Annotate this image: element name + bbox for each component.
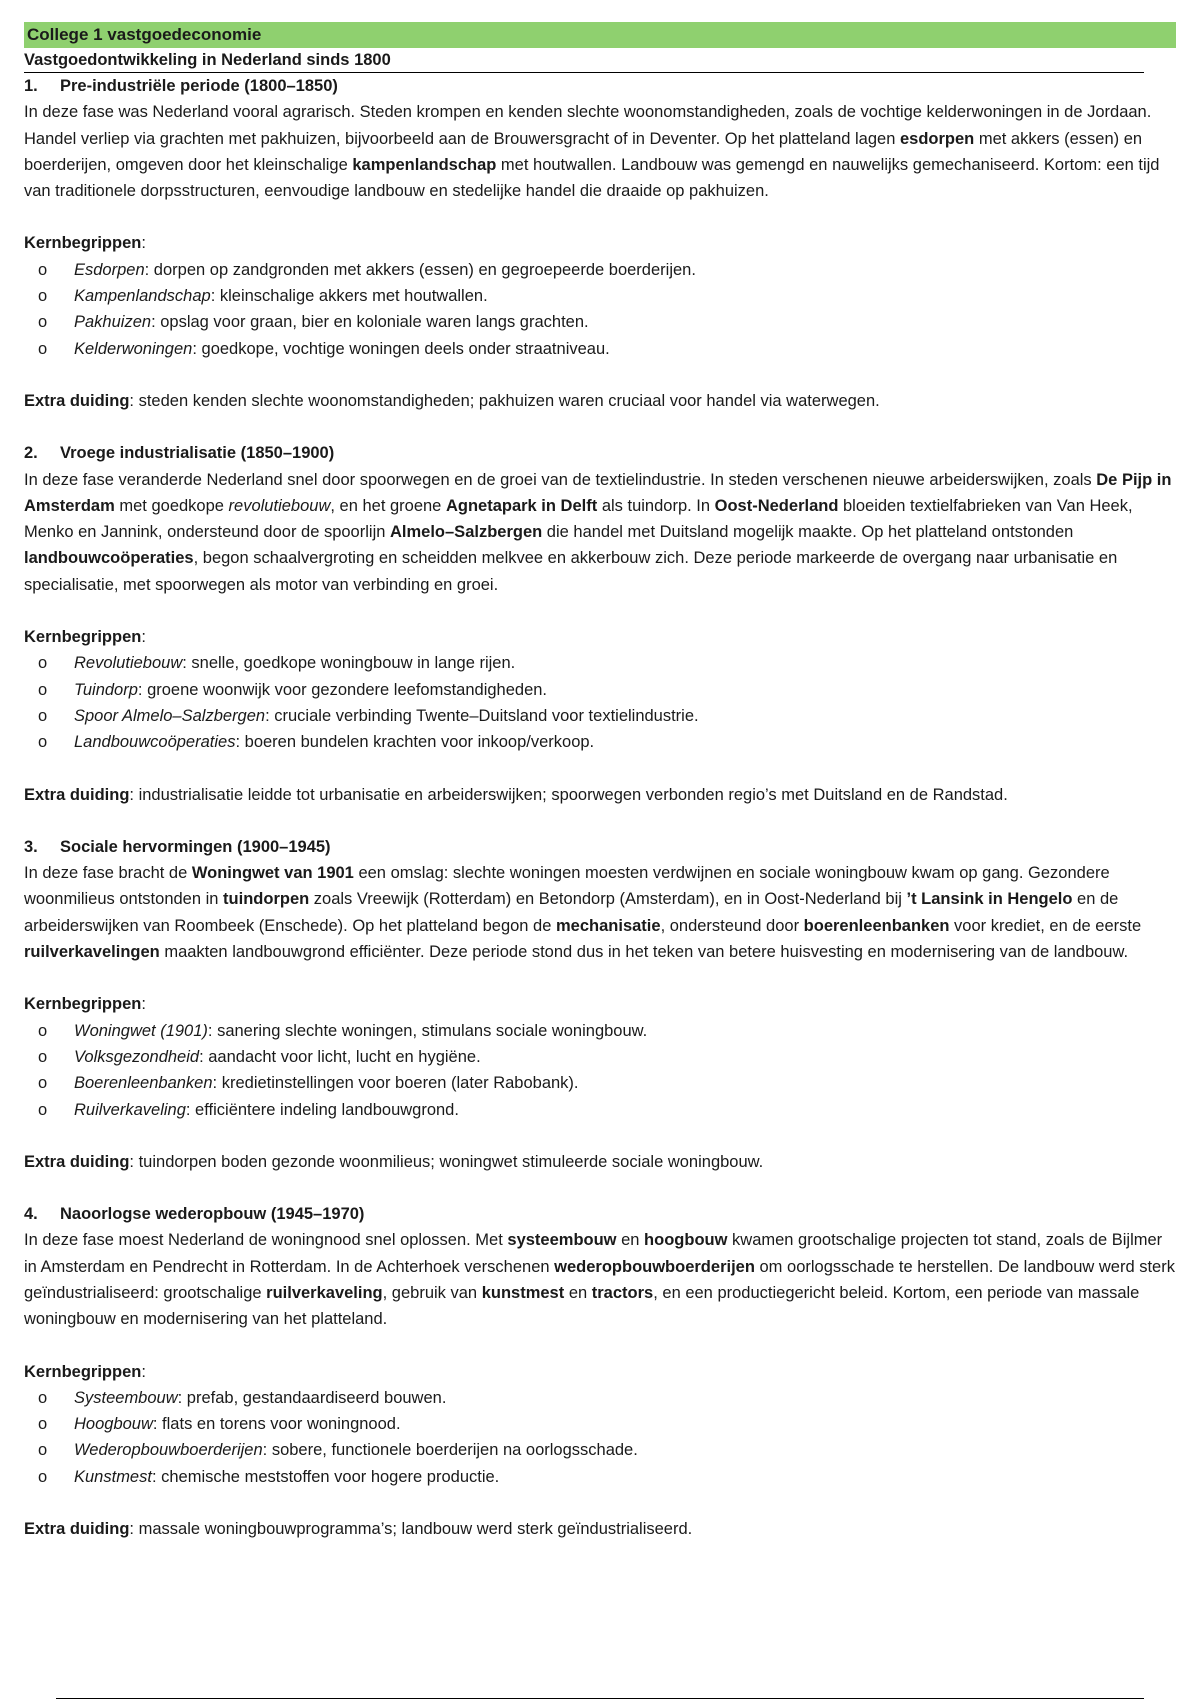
- text-run: bloeiden textielfabrieken van Van Heek, Menko en Jannink, ondersteund door de spoorlijn: [24, 496, 1133, 542]
- definition: : flats en torens voor woningnood.: [152, 1415, 401, 1434]
- extra-duiding-label: Extra duiding: [24, 1152, 130, 1171]
- text-run: met houtwallen. Landbouw was gemengd en nauwelijks gemechaniseerd. Kortom: een tijd van traditionele dorpsstructuren, eenvoudige landbouw en stedelijke handel die draaide op pakhuizen.: [24, 155, 1160, 201]
- extra-duiding: [24, 1516, 1176, 1542]
- term: Woningwet (1901): [74, 1021, 208, 1040]
- extra-duiding: [24, 388, 1176, 414]
- term: Wederopbouwboerderijen: [74, 1441, 263, 1460]
- bullet-icon: o: [38, 1467, 48, 1486]
- definition: : efficiëntere indeling landbouwgrond.: [185, 1100, 459, 1119]
- section-number: 3.: [24, 837, 38, 856]
- definition: : dorpen op zandgronden met akkers (essen) en gegroepeerde boerderijen.: [144, 260, 696, 279]
- bold-term: ’t Lansink in Hengelo: [906, 890, 1073, 909]
- extra-duiding-label: Extra duiding: [24, 391, 130, 410]
- list-item: [24, 1097, 1176, 1123]
- text-run: die handel met Duitsland mogelijk maakte. Op het platteland ontstonden: [542, 523, 1074, 542]
- kernbegrippen-list: [24, 1385, 1176, 1490]
- term: Ruilverkaveling: [74, 1100, 186, 1119]
- bold-term: boerenleenbanken: [803, 916, 950, 935]
- term: Tuindorp: [74, 680, 138, 699]
- section-heading: [24, 1201, 1176, 1227]
- bold-term: Almelo–Salzbergen: [390, 523, 543, 542]
- list-item: [24, 703, 1176, 729]
- list-item: [24, 283, 1176, 309]
- kernbegrippen-heading: Kernbegrippen:: [24, 1362, 146, 1381]
- section-heading: [24, 834, 1176, 860]
- bullet-icon: o: [38, 1415, 48, 1434]
- term: Landbouwcoöperaties: [74, 733, 236, 752]
- text-run: In deze fase veranderde Nederland snel door spoorwegen en de groei van de textielindustrie. In steden verschenen nieuwe arbeiderswijken, zoals: [24, 470, 1097, 489]
- kernbegrippen-label: Kernbegrippen: [24, 234, 142, 253]
- section-number: 4.: [24, 1205, 38, 1224]
- list-item: [24, 257, 1176, 283]
- text-run: kwamen grootschalige projecten tot stand, zoals de Bijlmer in Amsterdam en Pendrecht in Rotterdam. In de Achterhoek verschenen: [24, 1231, 1163, 1276]
- list-item: [24, 677, 1176, 703]
- italic-term: revolutiebouw: [228, 496, 331, 515]
- bold-term: landbouwcoöperaties: [24, 549, 194, 568]
- bold-term: mechanisatie: [556, 916, 661, 935]
- bullet-icon: o: [38, 1021, 48, 1040]
- bold-term: tractors: [591, 1283, 654, 1302]
- term: Hoogbouw: [74, 1415, 153, 1434]
- bullet-icon: o: [38, 733, 48, 752]
- section-heading: [24, 440, 1176, 466]
- text-run: In deze fase bracht de: [24, 864, 192, 883]
- text-run: zoals Vreewijk (Rotterdam) en Betondorp (Amsterdam), en in Oost-Nederland bij: [309, 890, 907, 909]
- footer-rule: [56, 1698, 1144, 1699]
- sections-container: [24, 73, 1176, 1542]
- bullet-icon: o: [38, 1047, 48, 1066]
- list-item: [24, 336, 1176, 362]
- term: Systeembouw: [74, 1388, 178, 1407]
- text-run: , ondersteund door: [660, 916, 804, 935]
- extra-duiding-text: : tuindorpen boden gezonde woonmilieus; woningwet stimuleerde sociale woningbouw.: [129, 1152, 764, 1171]
- text-run: maakten landbouwgrond efficiënter. Deze periode stond dus in het teken van betere huisvesting en modernisering van de landbouw.: [159, 943, 1129, 962]
- section-intro-paragraph: [24, 99, 1176, 204]
- bold-term: hoogbouw: [644, 1231, 728, 1250]
- text-run: met goedkope: [114, 496, 229, 515]
- kernbegrippen-heading: Kernbegrippen:: [24, 995, 146, 1014]
- text-run: om oorlogsschade te herstellen. De landbouw werd sterk geïndustrialiseerd: grootschalige: [24, 1257, 1175, 1302]
- text-run: In deze fase moest Nederland de woningnood snel oplossen. Met: [24, 1231, 508, 1250]
- document-subtitle: Vastgoedontwikkeling in Nederland sinds 1800: [24, 48, 1144, 73]
- text-run: als tuindorp. In: [597, 496, 715, 515]
- kernbegrippen-label: Kernbegrippen: [24, 1362, 142, 1381]
- extra-duiding: [24, 782, 1176, 808]
- list-item: [24, 1385, 1176, 1411]
- bullet-icon: o: [38, 313, 48, 332]
- term: Boerenleenbanken: [74, 1074, 213, 1093]
- bold-term: kampenlandschap: [352, 155, 497, 174]
- kernbegrippen-list: [24, 1018, 1176, 1123]
- bold-term: Oost-Nederland: [714, 496, 839, 515]
- section-title: Sociale hervormingen (1900–1945): [60, 837, 331, 856]
- document-title: College 1 vastgoedeconomie: [24, 22, 1176, 48]
- definition: : kredietinstellingen voor boeren (later Rabobank).: [212, 1074, 579, 1093]
- extra-duiding-label: Extra duiding: [24, 1520, 130, 1539]
- bullet-icon: o: [38, 287, 48, 306]
- definition: : kleinschalige akkers met houtwallen.: [210, 287, 488, 306]
- bullet-icon: o: [38, 654, 48, 673]
- term: Esdorpen: [74, 260, 145, 279]
- text-run: met akkers (essen) en boerderijen, omgeven door het kleinschalige: [24, 129, 1143, 174]
- text-run: , en een productiegericht beleid. Kortom, een periode van massale woningbouw en modernisering van het platteland.: [24, 1283, 1140, 1329]
- definition: : sanering slechte woningen, stimulans sociale woningbouw.: [207, 1021, 648, 1040]
- kernbegrippen-list: [24, 650, 1176, 755]
- extra-duiding-text: : industrialisatie leidde tot urbanisatie en arbeiderswijken; spoorwegen verbonden regio’s met Duitsland en de Randstad.: [129, 785, 1008, 804]
- section-intro-paragraph: [24, 467, 1176, 598]
- list-item: [24, 1070, 1176, 1096]
- list-item: [24, 650, 1176, 676]
- text-run: , gebruik van: [382, 1283, 482, 1302]
- term: Kunstmest: [74, 1467, 152, 1486]
- extra-duiding-label: Extra duiding: [24, 785, 130, 804]
- bold-term: tuindorpen: [223, 890, 310, 909]
- term: Kampenlandschap: [74, 287, 211, 306]
- definition: : goedkope, vochtige woningen deels onder straatniveau.: [192, 339, 610, 358]
- definition: : sobere, functionele boerderijen na oorlogsschade.: [262, 1441, 638, 1460]
- bullet-icon: o: [38, 680, 48, 699]
- text-run: een omslag: slechte woningen moesten verdwijnen en sociale woningbouw kwam op gang. Gezondere woonmilieus ontstonden in: [24, 864, 1110, 909]
- section-title: Naoorlogse wederopbouw (1945–1970): [60, 1205, 365, 1224]
- bold-term: systeembouw: [507, 1231, 617, 1250]
- document-page: [24, 22, 1176, 1568]
- list-item: [24, 1044, 1176, 1070]
- extra-duiding: [24, 1149, 1176, 1175]
- list-item: [24, 1437, 1176, 1463]
- term: Revolutiebouw: [74, 654, 183, 673]
- definition: : cruciale verbinding Twente–Duitsland voor textielindustrie.: [265, 706, 699, 725]
- bullet-icon: o: [38, 1074, 48, 1093]
- bold-term: kunstmest: [481, 1283, 565, 1302]
- text-run: en: [564, 1283, 592, 1302]
- section-number: 2.: [24, 444, 38, 463]
- list-item: [24, 1018, 1176, 1044]
- extra-duiding-text: : steden kenden slechte woonomstandigheden; pakhuizen waren cruciaal voor handel via waterwegen.: [129, 391, 880, 410]
- text-run: , en het groene: [330, 496, 446, 515]
- text-run: In deze fase was Nederland vooral agrarisch. Steden krompen en kenden slechte woonomstandigheden, zoals de vochtige kelderwoningen in de Jordaan. Handel verliep via grachten met pakhuizen, bijvoorbeeld aan de Brouwersgracht of in Deventer. Op het platteland lagen: [24, 103, 1152, 148]
- term: Volksgezondheid: [74, 1047, 200, 1066]
- definition: : opslag voor graan, bier en koloniale waren langs grachten.: [151, 313, 589, 332]
- bold-term: ruilverkavelingen: [24, 943, 160, 962]
- kernbegrippen-list: [24, 257, 1176, 362]
- definition: : snelle, goedkope woningbouw in lange rijen.: [182, 654, 516, 673]
- bullet-icon: o: [38, 1100, 48, 1119]
- section-number: 1.: [24, 77, 38, 95]
- definition: : prefab, gestandaardiseerd bouwen.: [177, 1388, 447, 1407]
- bullet-icon: o: [38, 1441, 48, 1460]
- bold-term: De Pijp in Amsterdam: [24, 470, 1172, 515]
- definition: : boeren bundelen krachten voor inkoop/verkoop.: [235, 733, 595, 752]
- term: Pakhuizen: [74, 313, 152, 332]
- bold-term: Woningwet van 1901: [191, 864, 354, 883]
- section-intro-paragraph: [24, 1227, 1176, 1332]
- bullet-icon: o: [38, 339, 48, 358]
- term: Kelderwoningen: [74, 339, 193, 358]
- bold-term: Agnetapark in Delft: [445, 496, 598, 515]
- bullet-icon: o: [38, 706, 48, 725]
- section-title: Pre-industriële periode (1800–1850): [60, 77, 338, 95]
- text-run: , begon schaalvergroting en scheidden melkvee en akkerbouw zich. Deze periode markeerde de overgang naar urbanisatie en specialisatie, met spoorwegen als motor van verbinding en groei.: [24, 549, 1118, 594]
- kernbegrippen-label: Kernbegrippen: [24, 995, 142, 1014]
- definition: : groene woonwijk voor gezondere leefomstandigheden.: [137, 680, 548, 699]
- bold-term: wederopbouwboerderijen: [554, 1257, 755, 1276]
- kernbegrippen-heading: Kernbegrippen:: [24, 234, 146, 253]
- kernbegrippen-heading: Kernbegrippen:: [24, 628, 146, 647]
- section-title: Vroege industrialisatie (1850–1900): [60, 444, 335, 463]
- text-run: en: [616, 1231, 645, 1250]
- term: Spoor Almelo–Salzbergen: [74, 706, 266, 725]
- bullet-icon: o: [38, 1388, 48, 1407]
- text-run: en de arbeiderswijken van Roombeek (Enschede). Op het platteland begon de: [24, 890, 1119, 935]
- list-item: [24, 729, 1176, 755]
- bullet-icon: o: [38, 260, 48, 279]
- definition: : chemische meststoffen voor hogere productie.: [151, 1467, 500, 1486]
- list-item: [24, 1464, 1176, 1490]
- text-run: voor krediet, en de eerste: [949, 916, 1142, 935]
- section-heading: [24, 73, 1176, 99]
- kernbegrippen-label: Kernbegrippen: [24, 628, 142, 647]
- extra-duiding-text: : massale woningbouwprogramma’s; landbouw werd sterk geïndustrialiseerd.: [129, 1520, 693, 1539]
- bold-term: ruilverkaveling: [266, 1283, 383, 1302]
- definition: : aandacht voor licht, lucht en hygiëne.: [199, 1047, 481, 1066]
- bold-term: esdorpen: [899, 129, 975, 148]
- list-item: [24, 1411, 1176, 1437]
- section-intro-paragraph: [24, 860, 1176, 965]
- list-item: [24, 309, 1176, 335]
